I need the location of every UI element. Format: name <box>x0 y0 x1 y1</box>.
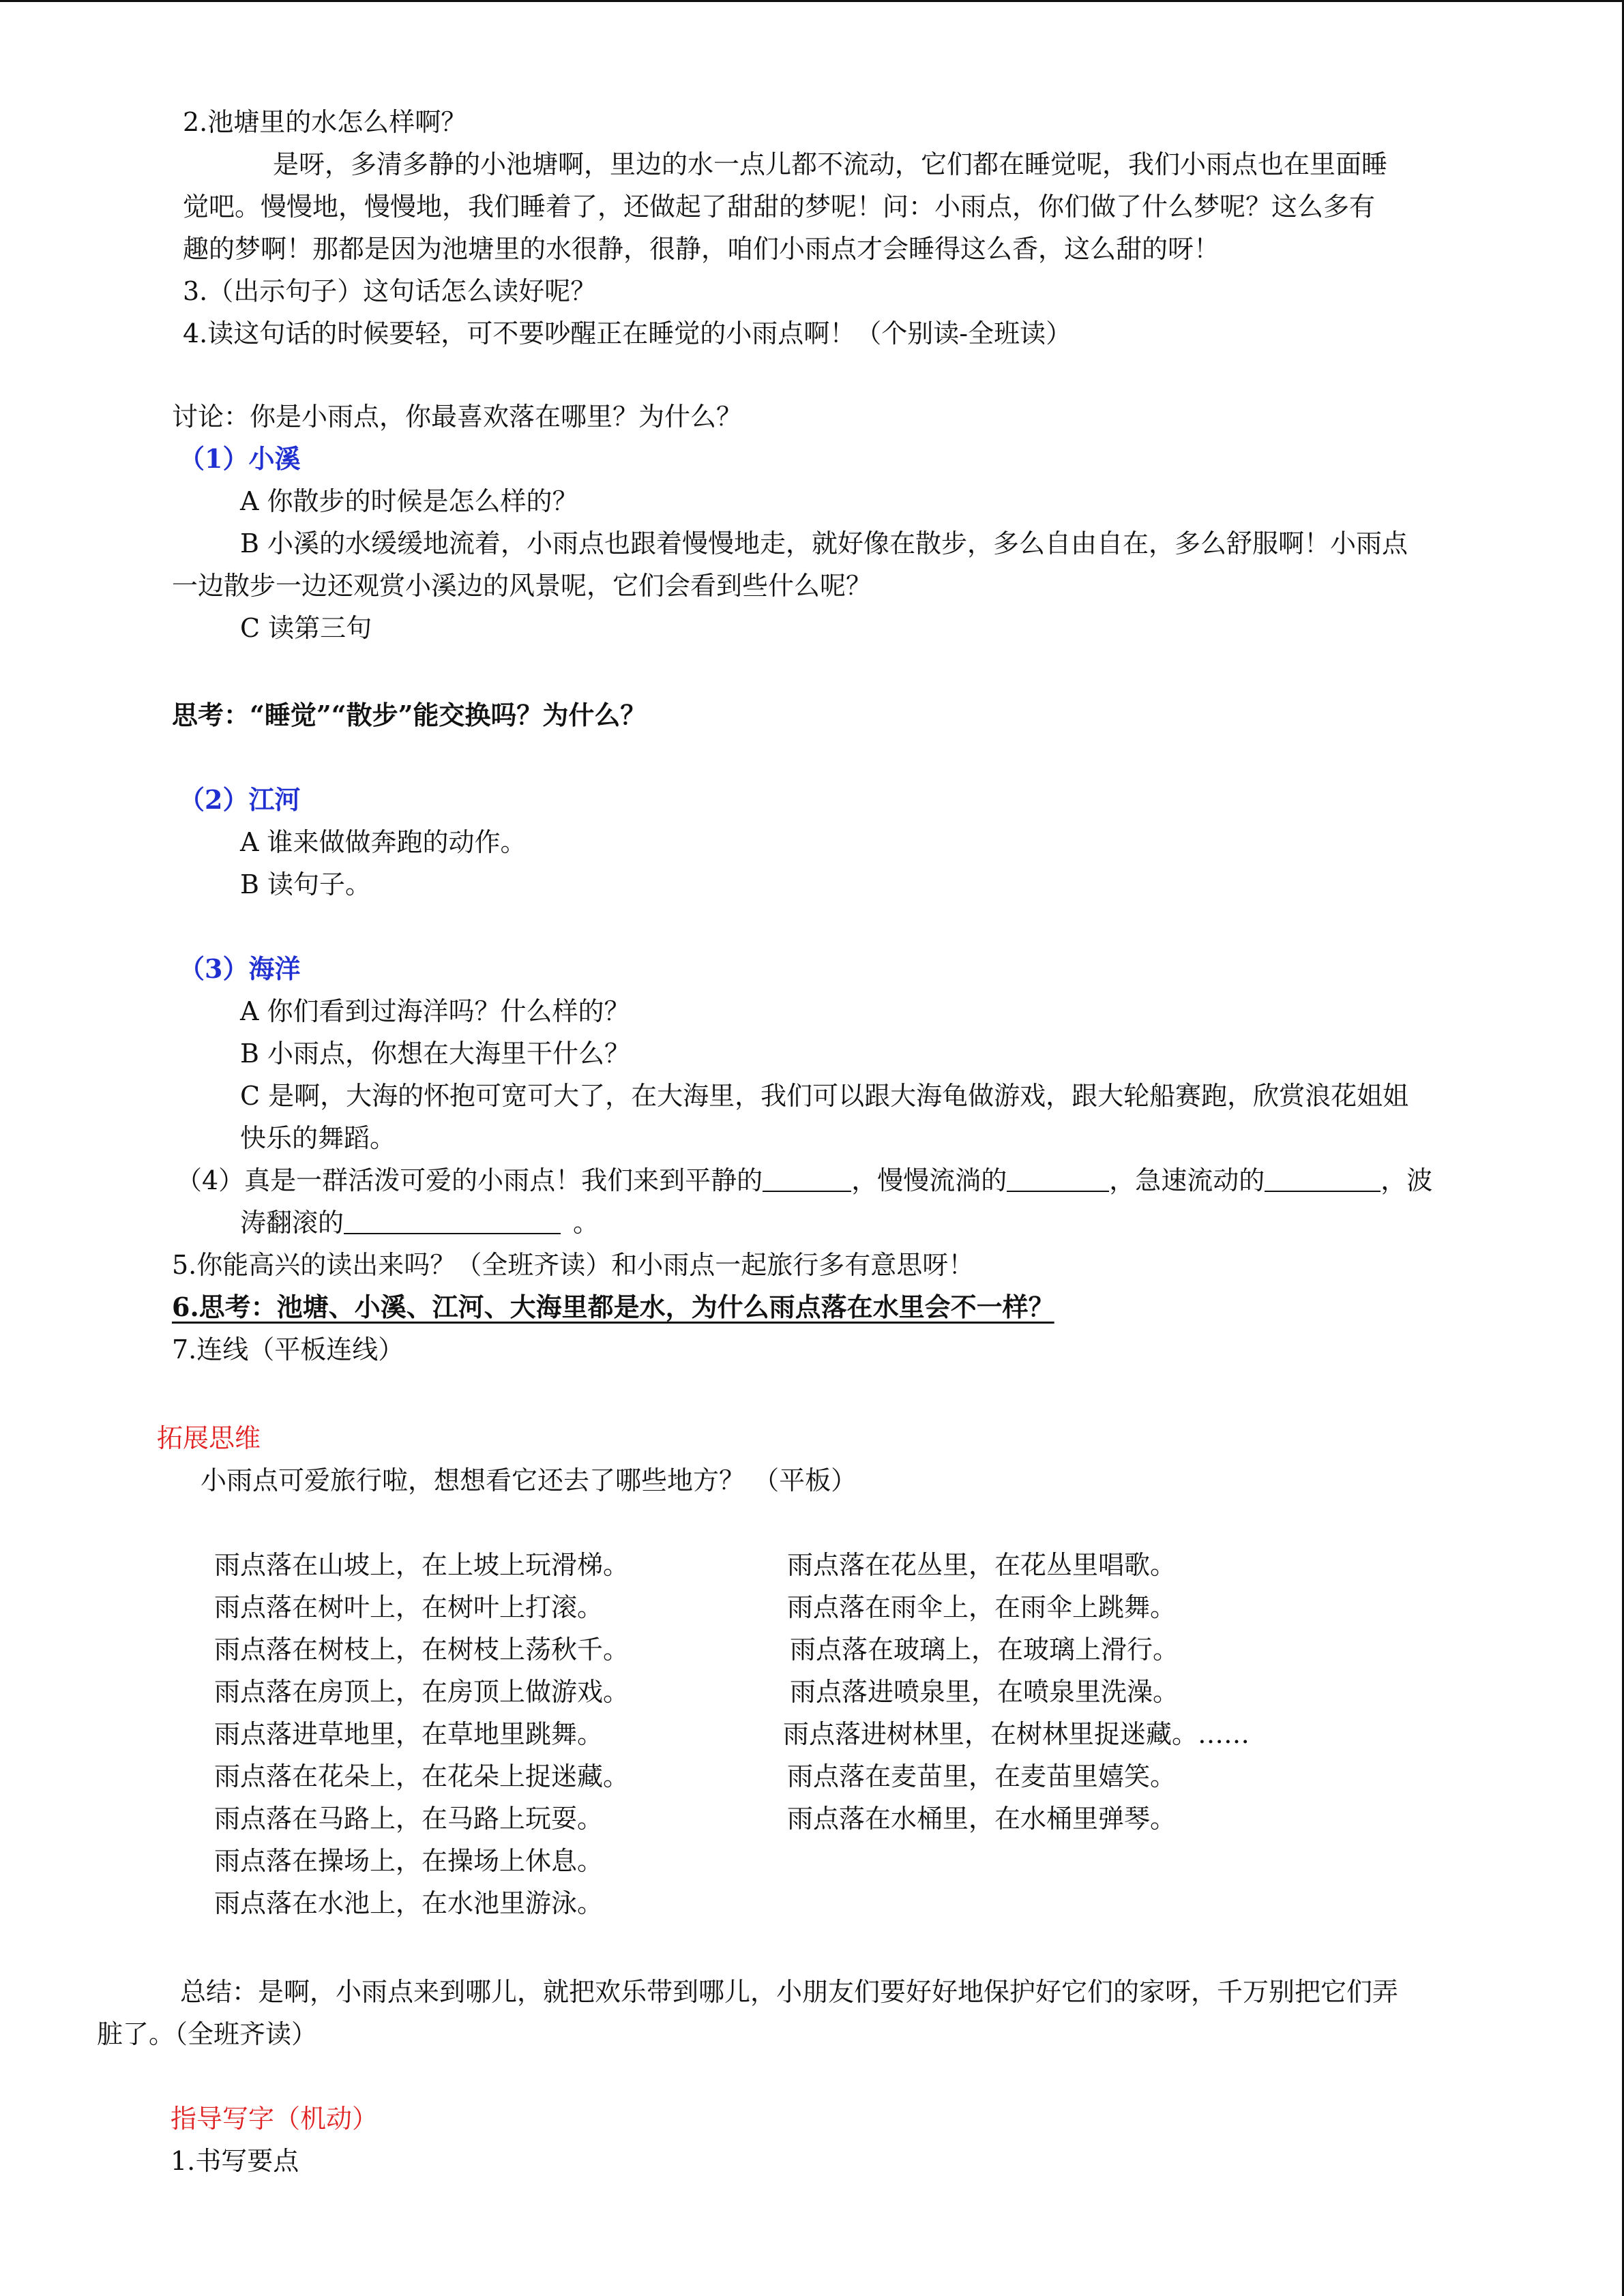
stream-item-b-cont: 一边散步一边还观赏小溪边的风景呢，它们会看到些什么呢？ <box>172 571 872 601</box>
question-2: 2.池塘里的水怎么样啊？ <box>183 107 467 137</box>
list-item: 雨点落在树枝上，在树枝上荡秋千。 <box>214 1635 630 1665</box>
fill-in-sentence: （4）真是一群活泼可爱的小雨点！我们来到平静的 ，慢慢流淌的 ，急速流动的 ，波 <box>176 1159 1432 1202</box>
subheading-sea: （3）海洋 <box>179 953 301 984</box>
discussion-prompt: 讨论：你是小雨点，你最喜欢落在哪里？为什么？ <box>172 402 743 432</box>
river-item-b: B 读句子。 <box>240 869 372 899</box>
sea-item-b: B 小雨点，你想在大海里干什么？ <box>240 1039 631 1069</box>
think-question: 思考：“睡觉”“散步”能交换吗？为什么？ <box>172 700 647 730</box>
subheading-stream: （1）小溪 <box>179 443 301 474</box>
page-top-border <box>0 0 1624 2</box>
question-6: 6.思考：池塘、小溪、江河、大海里都是水，为什么雨点落在水里会不一样？ <box>172 1292 1054 1322</box>
list-item: 雨点落进树林里，在树林里捉迷藏。…… <box>783 1719 1250 1749</box>
stream-item-b: B 小溪的水缓缓地流着，小雨点也跟着慢慢地走，就好像在散步，多么自由自在，多么舒服啊！小雨点 <box>240 528 1408 558</box>
list-item: 雨点落在操场上，在操场上休息。 <box>214 1846 604 1876</box>
question-3: 3.（出示句子）这句话怎么读好呢？ <box>183 276 597 306</box>
stream-item-a: A 你散步的时候是怎么样的？ <box>240 486 578 516</box>
fill-in-sentence-cont: 涛翻滚的 。 <box>240 1202 599 1244</box>
stream-item-c: C 读第三句 <box>240 613 372 643</box>
fill-blank[interactable] <box>344 1206 561 1234</box>
list-item: 雨点落在麦苗里，在麦苗里嬉笑。 <box>787 1761 1177 1791</box>
extension-prompt: 小雨点可爱旅行啦，想想看它还去了哪些地方？ （平板） <box>201 1465 857 1495</box>
fill-blank[interactable] <box>1007 1163 1109 1192</box>
list-item: 雨点落在房顶上，在房顶上做游戏。 <box>214 1677 630 1707</box>
list-item: 雨点落在马路上，在马路上玩耍。 <box>214 1804 604 1834</box>
list-item: 雨点落在水池上，在水池里游泳。 <box>214 1888 604 1918</box>
list-item: 雨点落在花朵上，在花朵上捉迷藏。 <box>214 1761 630 1791</box>
question-7: 7.连线（平板连线） <box>172 1335 404 1365</box>
summary-paragraph-cont: 脏了。（全班齐读） <box>97 2019 318 2049</box>
list-item: 雨点落进喷泉里，在喷泉里洗澡。 <box>790 1677 1179 1707</box>
question-4: 4.读这句话的时候要轻，可不要吵醒正在睡觉的小雨点啊！（个别读-全班读） <box>183 318 1072 348</box>
list-item: 雨点落在玻璃上，在玻璃上滑行。 <box>790 1635 1179 1665</box>
list-item: 雨点落在山坡上，在上坡上玩滑梯。 <box>214 1550 630 1580</box>
list-item: 雨点落在雨伞上，在雨伞上跳舞。 <box>787 1592 1177 1622</box>
fill-blank[interactable] <box>763 1163 851 1192</box>
sea-item-a: A 你们看到过海洋吗？什么样的？ <box>240 996 630 1026</box>
writing-item-1: 1.书写要点 <box>171 2146 299 2176</box>
sea-item-c: C 是啊，大海的怀抱可宽可大了，在大海里，我们可以跟大海龟做游戏，跟大轮船赛跑，欣赏浪花姐姐 <box>240 1081 1409 1111</box>
list-item: 雨点落进草地里，在草地里跳舞。 <box>214 1719 604 1749</box>
river-item-a: A 谁来做做奔跑的动作。 <box>240 827 527 857</box>
summary-paragraph: 总结：是啊，小雨点来到哪儿，就把欢乐带到哪儿，小朋友们要好好地保护好它们的家呀，千万别把它们弄 <box>180 1977 1399 2007</box>
writing-heading: 指导写字（机动） <box>171 2104 379 2134</box>
subheading-river: （2）江河 <box>179 784 301 815</box>
fill-blank[interactable] <box>1265 1163 1381 1192</box>
question-5: 5.你能高兴的读出来吗？（全班齐读）和小雨点一起旅行多有意思呀！ <box>172 1250 975 1280</box>
sea-item-c-cont: 快乐的舞蹈。 <box>240 1123 396 1153</box>
list-item: 雨点落在花丛里，在花丛里唱歌。 <box>787 1550 1177 1580</box>
extension-heading: 拓展思维 <box>157 1423 261 1453</box>
paragraph-line: 趣的梦啊！那都是因为池塘里的水很静，很静，咱们小雨点才会睡得这么香，这么甜的呀！ <box>183 234 1220 264</box>
paragraph-line: 是呀，多清多静的小池塘啊，里边的水一点儿都不流动，它们都在睡觉呢，我们小雨点也在里面睡 <box>273 149 1388 179</box>
list-item: 雨点落在树叶上，在树叶上打滚。 <box>214 1592 604 1622</box>
paragraph-line: 觉吧。慢慢地，慢慢地，我们睡着了，还做起了甜甜的梦呢！问：小雨点，你们做了什么梦呢？这么多有 <box>183 192 1376 222</box>
list-item: 雨点落在水桶里，在水桶里弹琴。 <box>787 1804 1177 1834</box>
